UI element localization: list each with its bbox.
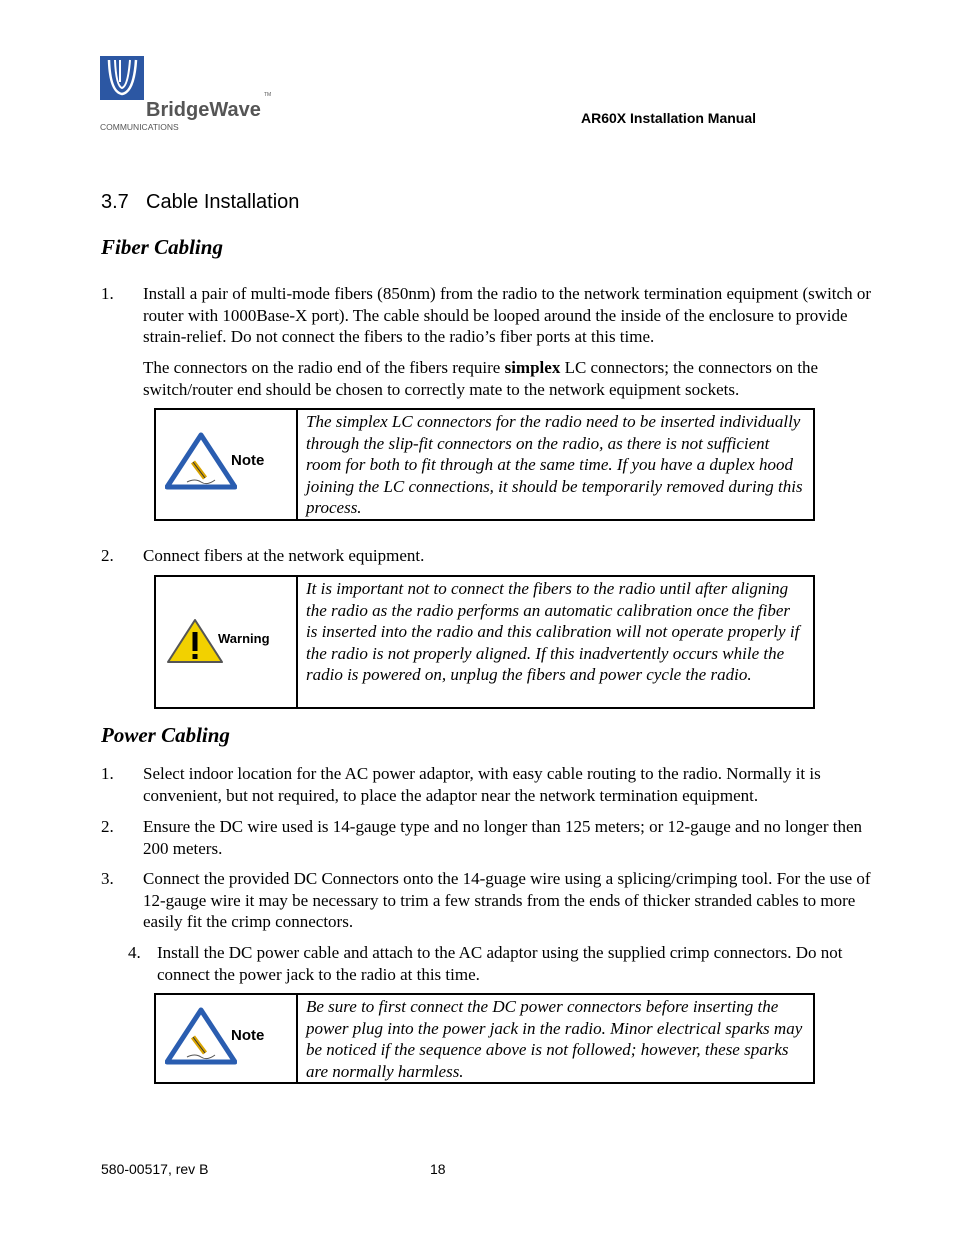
para-bold-term: simplex: [504, 358, 561, 377]
power-step-2: [101, 816, 871, 859]
svg-text:TM: TM: [264, 92, 272, 98]
para-text-after: LC connectors; the connectors on the switch/router end should be chosen to correctly mate to the network equipment sockets.: [143, 358, 819, 399]
svg-text:COMMUNICATIONS: COMMUNICATIONS: [100, 122, 179, 132]
manual-title: AR60X Installation Manual: [581, 110, 757, 126]
fiber-step-2: [101, 545, 871, 567]
section-number: 3.7: [101, 191, 129, 213]
power-cabling-heading: Power Cabling: [101, 723, 230, 747]
note-text: The simplex LC connectors for the radio need to be inserted individually through the slip-fit connectors on the radio, as there is not sufficient room for both to fit through at the same time. If you have a duplex hood joining the LC connections, it should be temporarily removed during this process.: [306, 412, 803, 518]
step-text: Install the DC power cable and attach to the AC adaptor using the supplied crimp connectors. Do not connect the power jack to the radio at this time.: [157, 943, 843, 984]
para-text-before: The connectors on the radio end of the fibers require: [143, 358, 501, 377]
step-number: 4.: [128, 943, 141, 962]
section-heading: [101, 191, 299, 214]
note-pencil-icon: [165, 1007, 237, 1065]
note-pencil-icon: [165, 432, 237, 490]
step-text: Install a pair of multi-mode fibers (850nm) from the radio to the network termination equipment (switch or router with 1000Base-X port). The cable should be looped around the inside of the enclosure to provide strain-relief. Do not connect the fibers to the radio’s fiber ports at this time.: [143, 284, 871, 347]
step-number: 1.: [101, 764, 114, 783]
step-text: Ensure the DC wire used is 14-gauge type and no longer than 125 meters; or 12-gauge and no longer then 200 meters.: [143, 817, 863, 858]
note-callout-fiber: [154, 408, 815, 521]
step-number: 2.: [101, 546, 114, 565]
step-number: 1.: [101, 284, 114, 303]
page-number: 18: [430, 1161, 446, 1177]
warning-callout-fiber: [154, 575, 815, 709]
power-step-3: [101, 868, 871, 933]
step-number: 2.: [101, 817, 114, 836]
power-step-1: [101, 763, 871, 806]
note-label: Note: [231, 452, 265, 469]
note-icon-cell: [156, 995, 298, 1082]
bridgewave-logo-mark: [100, 54, 275, 134]
svg-text:BridgeWave: BridgeWave: [146, 99, 261, 121]
note-callout-power: [154, 993, 815, 1084]
fiber-cabling-heading: Fiber Cabling: [101, 235, 223, 259]
fiber-step-1: [101, 283, 871, 348]
section-title: Cable Installation: [146, 191, 300, 213]
step-text: Select indoor location for the AC power adaptor, with easy cable routing to the radio. Normally it is convenient, but not required, to place the adaptor near the network termination equipment.: [143, 764, 821, 805]
step-number: 3.: [101, 869, 114, 888]
warning-label: Warning: [218, 631, 270, 646]
warning-text: It is important not to connect the fibers to the radio until after aligning the radio as the radio performs an automatic calibration once the fiber is inserted into the radio and this calibration will not operate properly if the radio is not properly aligned. If this inadvertently occurs while the radio is powered on, unplug the fibers and power cycle the radio.: [306, 579, 800, 685]
step-text: Connect fibers at the network equipment.: [143, 546, 425, 565]
fiber-connector-paragraph: [143, 357, 871, 400]
bridgewave-logo: [100, 54, 275, 134]
document-number: 580-00517, rev B: [101, 1161, 209, 1177]
step-text: Connect the provided DC Connectors onto the 14-guage wire using a splicing/crimping tool. For the use of 12-gauge wire it may be necessary to trim a few strands from the ends of thicker stranded cables to more easily fit the crimp connectors.: [143, 869, 871, 932]
note-text: Be sure to first connect the DC power connectors before inserting the power plug into the power jack in the radio. Minor electrical sparks may be noticed if the sequence above is not followed; however, these sparks are normally harmless.: [306, 997, 803, 1081]
warning-exclamation-icon: [165, 617, 225, 665]
note-icon-cell: [156, 410, 298, 519]
warning-icon-cell: [156, 577, 298, 707]
note-label: Note: [231, 1027, 265, 1044]
power-step-4: [128, 942, 873, 985]
